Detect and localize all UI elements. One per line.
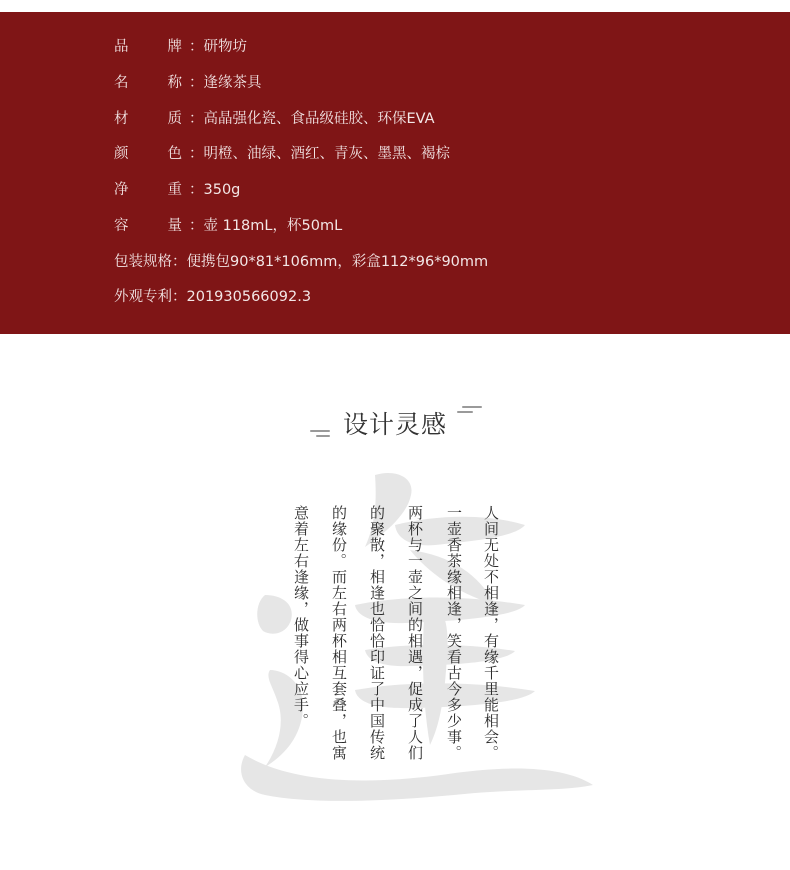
spec-label: 外观专利 [114,289,172,305]
poem-column-5: 的缘份。而左右两杯相互套叠，也寓 [330,505,348,761]
spec-value: 201930566092.3 [186,289,312,305]
poem-column-3: 两杯与一壶之间的相遇，促成了人们 [406,505,424,761]
spec-value: 明橙、油绿、酒红、青灰、墨黑、褐棕 [203,146,450,162]
spec-label: 包装规格 [114,254,172,270]
spec-value: 研物坊 [203,39,247,55]
title-decoration-line [457,411,473,413]
spec-label: 材 质 [114,111,182,127]
title-decoration-line [316,435,330,437]
spec-label: 容 量 [114,218,182,234]
poem-column-2: 一壶香茶缘相逢，笑看古今多少事。 [445,505,463,761]
spec-value: 壶 118mL，杯50mL [203,218,343,234]
spec-row-material: 材 质 ：高晶强化瓷、食品级硅胶、环保EVA [114,107,435,131]
spec-label: 品 牌 [114,39,182,55]
spec-row-packaging: 包装规格：便携包90*81*106mm，彩盒112*96*90mm [114,250,488,274]
spec-label: 净 重 [114,182,182,198]
spec-row-brand: 品 牌 ：研物坊 [114,35,247,59]
spec-label: 颜 色 [114,146,182,162]
spec-value: 便携包90*81*106mm，彩盒112*96*90mm [186,254,489,270]
poem-column-1: 人间无处不相逢，有缘千里能相会。 [482,505,500,761]
title-decoration-line [310,430,330,432]
poem-column-4: 的聚散，相逢也恰恰印证了中国传统 [368,505,386,761]
section-title: 设计灵感 [342,410,447,439]
spec-row-patent: 外观专利：201930566092.3 [114,285,311,309]
spec-row-weight: 净 重 ：350g [114,178,240,202]
spec-row-color: 颜 色 ：明橙、油绿、酒红、青灰、墨黑、褐棕 [114,142,450,166]
spec-value: 350g [203,182,241,198]
spec-label: 名 称 [114,75,182,91]
spec-panel [0,12,790,334]
spec-row-capacity: 容 量 ：壶 118mL，杯50mL [114,214,342,238]
spec-value: 逢缘茶具 [203,75,262,91]
poem-column-6: 意着左右逢缘，做事得心应手。 [292,505,310,729]
title-decoration-line [462,406,482,408]
top-white-strip [0,0,790,12]
spec-value: 高晶强化瓷、食品级硅胶、环保EVA [203,111,435,127]
spec-row-name: 名 称 ：逢缘茶具 [114,71,262,95]
